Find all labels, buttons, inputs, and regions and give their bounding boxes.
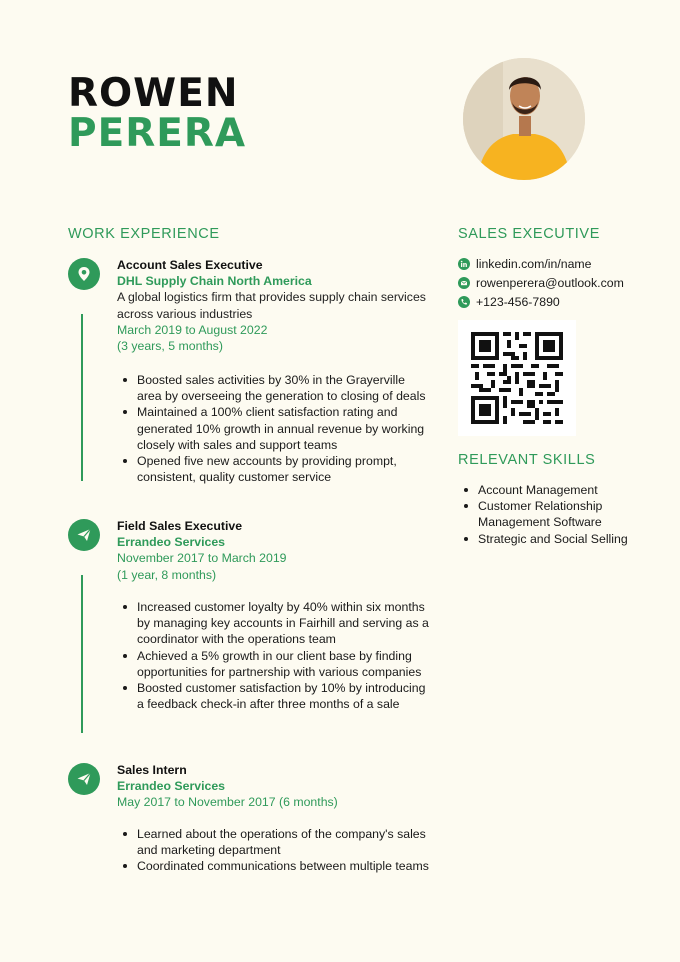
job-2 [117,518,427,583]
email-contact[interactable] [458,276,624,290]
job-duration: (1 year, 8 months) [117,567,217,582]
phone-text: +123-456-7890 [476,295,560,309]
job-description: A global logistics firm that provides supply chain services across various industries [117,290,426,321]
job-3 [117,762,427,811]
email-icon [458,277,470,289]
job-1-bullets [117,372,429,485]
list-item: Coordinated communications between multiple teams [117,858,429,874]
job-dates: March 2019 to August 2022 [117,322,268,337]
list-item: Increased customer loyalty by 40% within six months by managing key accounts in Fairhill and serving as a coordinator with the operations team [117,599,429,648]
job-title: Sales Intern [117,763,187,777]
job-title: Field Sales Executive [117,519,243,533]
job-dates: November 2017 to March 2019 [117,551,287,566]
first-name: ROWEN [68,71,239,116]
skills-list [458,482,638,547]
linkedin-icon [458,258,470,270]
profile-photo [463,58,585,180]
phone-contact[interactable] [458,295,560,309]
paper-plane-icon [68,763,100,795]
list-item: Opened five new accounts by providing prompt, consistent, quality customer service [117,453,429,485]
job-dates: May 2017 to November 2017 (6 months) [117,795,338,810]
job-title: Account Sales Executive [117,258,263,272]
job-company: Errandeo Services [117,535,226,550]
job-2-bullets [117,599,429,712]
list-item: Customer Relationship Management Software [458,498,638,530]
location-pin-icon [68,258,100,290]
phone-icon [458,296,470,308]
last-name: PERERA [68,111,247,156]
candidate-name [68,71,247,156]
paper-plane-icon [68,519,100,551]
job-duration: (3 years, 5 months) [117,339,223,354]
list-item: Boosted sales activities by 30% in the Grayerville area by overseeing the generation to closing of deals [117,372,429,404]
linkedin-contact[interactable] [458,257,592,271]
work-experience-heading: WORK EXPERIENCE [68,226,220,242]
linkedin-text: linkedin.com/in/name [476,257,592,271]
job-company: DHL Supply Chain North America [117,274,312,289]
list-item: Maintained a 100% client satisfaction rating and generated 10% growth in annual revenue by working closely with sales and support teams [117,404,429,453]
list-item: Strategic and Social Selling [458,531,638,547]
list-item: Achieved a 5% growth in our client base by finding opportunities for partnership with various companies [117,648,429,680]
timeline-line [81,575,83,733]
skills-heading: RELEVANT SKILLS [458,452,596,468]
job-company: Errandeo Services [117,779,226,794]
list-item: Account Management [458,482,638,498]
job-3-bullets [117,826,429,875]
qr-code[interactable] [458,320,576,436]
timeline-line [81,314,83,481]
role-heading: SALES EXECUTIVE [458,226,600,242]
list-item: Learned about the operations of the company's sales and marketing department [117,826,429,858]
list-item: Boosted customer satisfaction by 10% by introducing a feedback check-in after three months of a sale [117,680,429,712]
job-1 [117,257,427,354]
email-text: rowenperera@outlook.com [476,276,624,290]
